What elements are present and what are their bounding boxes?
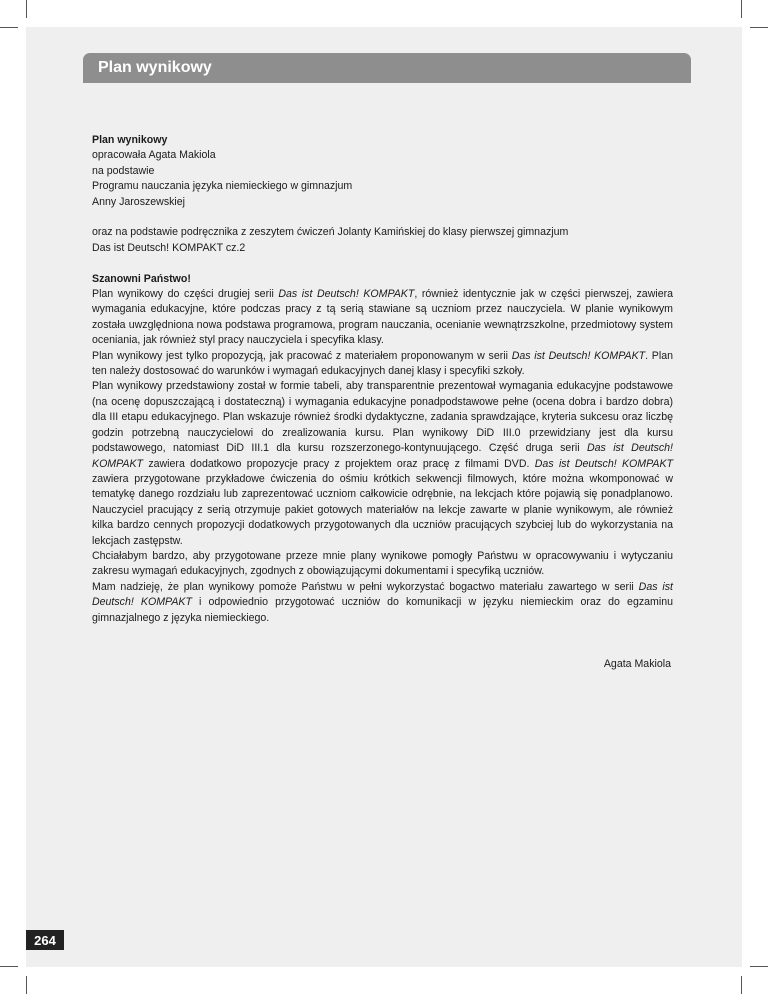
spacer xyxy=(92,210,673,225)
basis-block xyxy=(92,225,673,256)
basis-line: Das ist Deutsch! KOMPAKT cz.2 xyxy=(92,241,246,254)
text-run: . Plan ten należy dostosować do warunków i wymagań edukacyjnych danej klasy i specyfiki szkoły. xyxy=(92,349,673,378)
crop-mark-bottom-right-h xyxy=(750,966,768,967)
intro-title: Plan wynikowy xyxy=(92,134,168,146)
crop-mark-top-right-v xyxy=(741,0,742,18)
letter-body xyxy=(92,272,673,626)
series-title: Das ist Deutsch! KOMPAKT xyxy=(92,580,673,609)
paragraph-1 xyxy=(92,287,673,349)
paragraph-5 xyxy=(92,580,673,626)
spacer xyxy=(92,256,673,271)
crop-mark-top-left-v xyxy=(26,0,27,18)
page-number: 264 xyxy=(26,930,64,950)
intro-line: na podstawie xyxy=(92,164,155,177)
text-run: Mam nadzieję, że plan wynikowy pomoże Państwu w pełni wykorzystać bogactwo materiału zawartego w serii xyxy=(92,580,639,593)
document-content xyxy=(92,133,673,672)
crop-mark-bottom-left-h xyxy=(0,966,18,967)
series-title: Das ist Deutsch! KOMPAKT xyxy=(511,349,646,362)
text-run: i odpowiednio przygotować uczniów do komunikacji w języku niemieckim oraz do egzaminu gimnazjalnego z języka niemieckiego. xyxy=(92,596,673,624)
series-title: Das ist Deutsch! KOMPAKT xyxy=(534,457,673,470)
intro-line: Anny Jaroszewskiej xyxy=(92,195,186,208)
crop-mark-bottom-left-v xyxy=(26,976,27,994)
text-run: Plan wynikowy przedstawiony został w formie tabeli, aby transparentnie prezentował wymagania edukacyjne podstawowe (na ocenę dopuszczającą i dostateczną) i wymagania edukacyjne ponadpodstawowe pełne (ocena dobra i bardzo dobra) dla III etapu edukacyjnego. Plan wskazuje również środki dydaktyczne, zadania sprawdzające, kryteria sukcesu oraz liczbę godzin potrzebną nauczycielowi do zrealizowania kursu. Plan wynikowy DiD III.0 przewidziany jest dla kursu podstawowego, natomiast DiD III.1 dla kursu rozszerzonego-kontynuującego. Część druga serii xyxy=(92,380,673,455)
letter-greeting: Szanowni Państwo! xyxy=(92,272,191,285)
crop-mark-top-right-h xyxy=(750,27,768,28)
text-run: , również identycznie jak w części pierwszej, zawiera wymagania edukacyjne, które podczas pracy z tą serią stawiane są uczniom przez nauczyciela. W planie wynikowym została uwzględniona nowa podstawa programowa, program nauczania, ocenianie wewnątrzszkolne, przedmiotowy system oceniania, jak również styl pracy nauczyciela i specyfika klasy. xyxy=(92,288,674,347)
header-bar xyxy=(83,53,691,83)
series-title: Das ist Deutsch! KOMPAKT xyxy=(92,442,673,470)
signature: Agata Makiola xyxy=(603,657,671,670)
paragraph-3 xyxy=(92,379,673,548)
text-run: zawiera dodatkowo propozycje pracy z projektem oraz pracę z filmami DVD. xyxy=(143,457,535,470)
text-run: zawiera przygotowane przykładowe ćwiczenia do ośmiu krótkich sekwencji filmowych, które można wkomponować w tematykę danego rozdziału lub zaprezentować uczniom całkowicie odrębnie, na lekcjach które pojawią się ponadplanowo. Nauczyciel pracujący z serią otrzymuje pakiet gotowych materiałów na lekcje zawarte w planie wynikowym, ale również kilka bardzo cennych propozycji dodatkowych przygotowanych dla uczniów pracujących szybciej lub do wykorzystania na lekcjach zastępstw. xyxy=(92,472,673,547)
crop-mark-top-left-h xyxy=(0,27,18,28)
intro-line: Programu nauczania języka niemieckiego w gimnazjum xyxy=(92,180,353,193)
header-title: Plan wynikowy xyxy=(98,59,212,76)
text-run: Plan wynikowy jest tylko propozycją, jak pracować z materiałem proponowanym w serii xyxy=(92,349,512,362)
basis-line: oraz na podstawie podręcznika z zeszytem ćwiczeń Jolanty Kamińskiej do klasy pierwszej gimnazjum xyxy=(92,226,569,239)
intro-line: opracowała Agata Makiola xyxy=(92,149,216,162)
spacer xyxy=(92,626,673,641)
crop-mark-bottom-right-v xyxy=(741,976,742,994)
paragraph-4: Chciałabym bardzo, aby przygotowane przeze mnie plany wynikowe pomogły Państwu w opracowywaniu i wytyczaniu zakresu wymagań edukacyjnych, zgodnych z obowiązującymi dokumentami i specyfiką uczniów. xyxy=(92,549,673,578)
series-title: Das ist Deutsch! KOMPAKT xyxy=(278,288,415,301)
spacer xyxy=(92,641,673,656)
text-run: Plan wynikowy do części drugiej serii xyxy=(92,288,279,301)
intro-block xyxy=(92,133,673,210)
paragraph-2 xyxy=(92,349,673,380)
